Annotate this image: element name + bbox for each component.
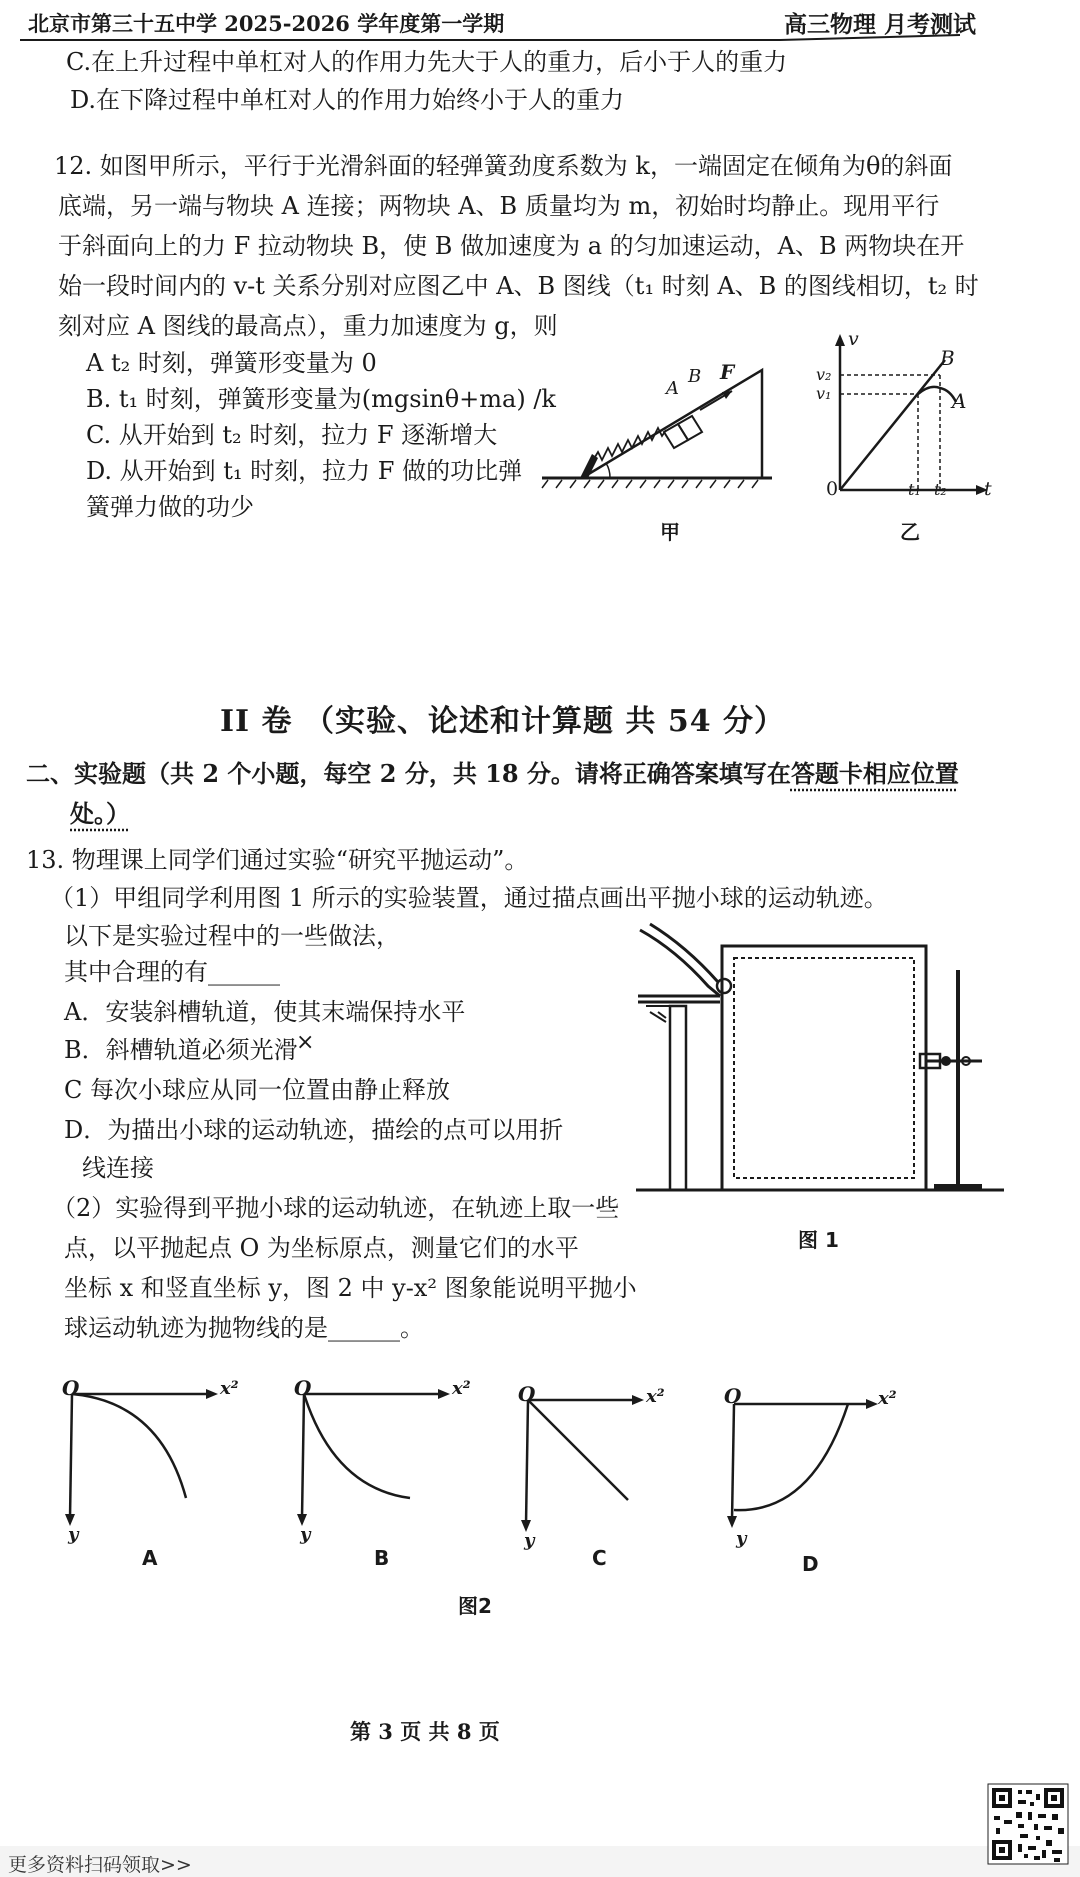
q12-option-a: A t₂ 时刻，弹簧形变量为 0	[86, 349, 377, 377]
axis-t-label: t	[984, 478, 992, 500]
vt-graph	[820, 330, 1000, 500]
graph-a-xaxis: x²	[220, 1378, 239, 1399]
q13-part2-line: （2）实验得到平抛小球的运动轨迹，在轨迹上取一些	[52, 1194, 620, 1222]
graph-b-yaxis: y	[300, 1524, 311, 1545]
graph-d-origin: O	[724, 1384, 742, 1408]
q11-option-d: D.在下降过程中单杠对人的作用力始终小于人的重力	[70, 86, 625, 114]
graph-d-letter: D	[802, 1552, 819, 1576]
label-block-b: B	[688, 366, 702, 387]
header-school: 北京市第三十五中学 2025-2026 学年度第一学期	[28, 11, 505, 36]
q13-option-a: A．安装斜槽轨道，使其末端保持水平	[64, 998, 466, 1026]
q12-stem-line-4: 始一段时间内的 v-t 关系分别对应图乙中 A、B 图线（t₁ 时刻 A、B 的图线相切，t₂ 时	[58, 272, 979, 300]
graph-d-xaxis: x²	[878, 1388, 897, 1409]
graph-d-yaxis: y	[736, 1528, 747, 1549]
header-rule	[0, 0, 1080, 50]
graph-origin: 0	[826, 478, 839, 500]
q13-part2-line: 坐标 x 和竖直坐标 y，图 2 中 y-x² 图象能说明平抛小	[64, 1274, 637, 1302]
footer-promo-link[interactable]: 更多资料扫码领取>>	[8, 1854, 192, 1876]
graph-c-xaxis: x²	[646, 1386, 665, 1407]
q12-stem-line-3: 于斜面向上的力 F 拉动物块 B，使 B 做加速度为 a 的匀加速运动，A、B 两物块在开	[58, 232, 965, 260]
q13-option-b: B．斜槽轨道必须光滑	[64, 1036, 298, 1064]
tick-v1: v₁	[816, 384, 832, 403]
graph-b-letter: B	[374, 1546, 390, 1570]
q12-option-c: C. 从开始到 t₂ 时刻，拉力 F 逐渐增大	[86, 421, 498, 449]
caption-yi: 乙	[900, 520, 920, 544]
tick-v2: v₂	[816, 365, 832, 384]
q13-option-d: D．为描出小球的运动轨迹，描绘的点可以用折	[64, 1116, 564, 1144]
q12-option-d-cont: 簧弹力做的功少	[86, 493, 254, 521]
graph-a	[50, 1378, 250, 1578]
graph-c	[506, 1384, 706, 1584]
q12-stem-line-1: 12. 如图甲所示，平行于光滑斜面的轻弹簧劲度系数为 k，一端固定在倾角为θ的斜面	[54, 152, 953, 180]
graph-b-origin: O	[294, 1376, 312, 1400]
curve-b-label: B	[940, 346, 955, 370]
tick-t2: t₂	[934, 480, 947, 499]
caption-fig2: 图2	[458, 1594, 492, 1618]
graph-a-letter: A	[142, 1546, 158, 1570]
q13-option-d-cont: 线连接	[82, 1154, 154, 1182]
handwritten-x-mark: ×	[296, 1030, 315, 1055]
section-heading	[26, 756, 959, 792]
q12-stem-line-5: 刻对应 A 图线的最高点），重力加速度为 g，则	[58, 312, 558, 340]
graph-a-yaxis: y	[68, 1524, 79, 1545]
q12-stem-line-2: 底端，另一端与物块 A 连接；两物块 A、B 质量均为 m，初始时均静止。现用平行	[58, 192, 940, 220]
q13-stem: 13. 物理课上同学们通过实验“研究平抛运动”。	[26, 846, 529, 874]
label-force-f: F	[720, 360, 735, 384]
graph-c-yaxis: y	[524, 1530, 535, 1551]
part2-title: II 卷 （实验、论述和计算题 共 54 分）	[220, 704, 786, 739]
header-subject: 高三物理 月考测试	[784, 11, 977, 38]
projectile-apparatus-figure	[636, 920, 1006, 1210]
q13-part1-line: 以下是实验过程中的一些做法，	[64, 922, 400, 950]
q11-option-c: C.在上升过程中单杠对人的作用力先大于人的重力，后小于人的重力	[66, 48, 788, 76]
q13-part2-line: 点，以平抛起点 O 为坐标原点，测量它们的水平	[64, 1234, 579, 1262]
section-heading-emphasis: 答题卡相应位置	[790, 759, 959, 788]
q13-option-c: C 每次小球应从同一位置由静止释放	[64, 1076, 450, 1104]
curve-a-label: A	[952, 389, 967, 413]
label-block-a: A	[666, 378, 679, 399]
axis-v-label: v	[848, 328, 859, 350]
incline-spring-figure	[540, 350, 780, 540]
q13-part2-line: 球运动轨迹为抛物线的是______。	[64, 1314, 424, 1342]
graph-b	[282, 1378, 482, 1578]
graph-c-letter: C	[592, 1546, 607, 1570]
caption-fig1: 图 1	[798, 1228, 839, 1252]
q12-option-b: B. t₁ 时刻，弹簧形变量为(mgsinθ+ma) /k	[86, 385, 556, 413]
page-number: 第 3 页 共 8 页	[350, 1719, 500, 1744]
graph-c-origin: O	[518, 1382, 536, 1406]
q13-part1-line: （1）甲组同学利用图 1 所示的实验装置，通过描点画出平抛小球的运动轨迹。	[50, 884, 888, 912]
tick-t1: t₁	[908, 480, 921, 499]
graph-b-xaxis: x²	[452, 1378, 471, 1399]
q13-part1-line: 其中合理的有______	[64, 958, 280, 986]
qr-code-icon[interactable]	[988, 1784, 1068, 1864]
q12-option-d: D. 从开始到 t₁ 时刻，拉力 F 做的功比弹	[86, 457, 523, 485]
section-heading-text: 二、实验题（共 2 个小题，每空 2 分，共 18 分。请将正确答案填写在	[26, 759, 791, 788]
section-heading-end: 处。）	[70, 799, 130, 828]
caption-jia: 甲	[660, 520, 680, 544]
graph-d	[712, 1384, 912, 1590]
graph-a-origin: O	[62, 1376, 80, 1400]
